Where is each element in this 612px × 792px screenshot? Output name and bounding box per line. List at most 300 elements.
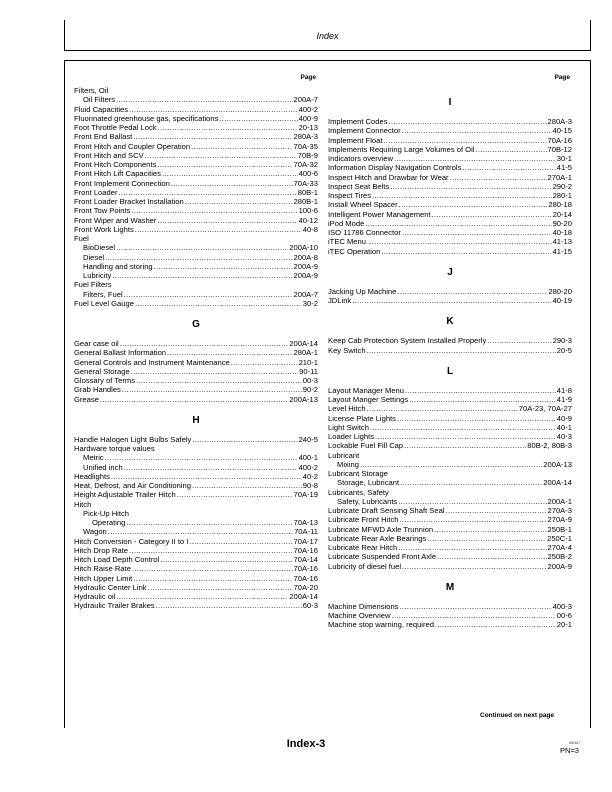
dot-leader: [154, 262, 293, 271]
index-entry: [328, 182, 572, 191]
index-entry: [74, 271, 318, 280]
index-entry: [74, 114, 318, 123]
index-entry-term: Keep Cab Protection System Installed Properly: [328, 336, 487, 346]
dot-leader: [156, 601, 302, 610]
index-entry-term: Lubricant Storage: [328, 469, 388, 478]
index-entry: [328, 336, 572, 345]
index-entry: [74, 243, 318, 252]
index-entry: [74, 546, 318, 555]
index-entry-term: Lubricate Suspended Front Axle: [328, 552, 437, 562]
index-entry-term: Wagon: [83, 527, 107, 537]
index-entry-page: 70A-33: [293, 178, 318, 188]
index-entry: [328, 219, 572, 228]
index-section-heading: G: [192, 319, 200, 330]
index-entry-term: Machine Dimensions: [328, 601, 399, 611]
index-entry-term: Lubricants, Safety: [328, 487, 389, 497]
dot-leader: [432, 210, 552, 219]
index-entry-term: Filters, Fuel: [83, 289, 123, 299]
dot-leader: [124, 290, 293, 299]
index-entry-term: Key Switch: [328, 345, 366, 355]
index-entry-page: 70A-13: [293, 518, 318, 527]
index-entry-page: 240-5: [298, 434, 318, 444]
index-entry-term: BioDiesel: [83, 243, 116, 253]
dot-leader: [409, 395, 556, 404]
index-entry-term: Level Hitch: [328, 404, 366, 414]
index-entry-term: Heat, Defrost, and Air Conditioning: [74, 481, 191, 490]
index-entry: [328, 228, 572, 237]
index-entry-page: 270A-3: [547, 506, 572, 515]
index-entry: [328, 506, 572, 515]
index-entry: [74, 105, 318, 114]
index-entry-page: 41-9: [556, 395, 572, 404]
index-entry-page: 70A-23, 70A-27: [518, 404, 572, 414]
index-entry-page: 280A-3: [547, 117, 572, 126]
index-entry-page: 250B-2: [547, 552, 572, 562]
index-entry-term: Front Wiper and Washer: [74, 215, 157, 225]
dot-leader: [132, 564, 293, 573]
index-entry: [328, 515, 572, 524]
index-entry: [74, 197, 318, 206]
index-entry-term: Filters, Oil: [74, 86, 109, 95]
index-entry-page: 280A-3: [293, 132, 318, 142]
page-column-label: Page: [300, 74, 316, 81]
index-entry: [74, 339, 318, 348]
index-entry-page: 20-1: [556, 620, 572, 630]
dot-leader: [402, 126, 552, 135]
index-entry: [74, 188, 318, 197]
index-entry-term: Front Hitch and Coupler Operation: [74, 141, 191, 151]
index-entry-page: 40-15: [552, 126, 572, 136]
dot-leader: [435, 620, 556, 629]
index-entry-term: Lubricate Draft Sensing Shaft Seal: [328, 506, 445, 515]
index-entry-page: 70A-35: [293, 141, 318, 151]
index-entry-page: 40-1: [556, 422, 572, 432]
index-entry-page: 290-3: [552, 336, 572, 346]
index-entry-page: 20-5: [556, 345, 572, 355]
index-entry: [74, 262, 318, 271]
index-entry-term: Handle Halogen Light Bulbs Safely: [74, 434, 192, 444]
index-entry-term: Front Hitch and SCV: [74, 150, 144, 160]
index-entry-page: 70A-14: [293, 555, 318, 564]
dot-leader: [118, 188, 296, 197]
index-entry: [328, 562, 572, 571]
index-entry: [328, 620, 572, 629]
dot-leader: [133, 574, 292, 583]
index-entry: [74, 142, 318, 151]
index-section-heading: J: [447, 266, 453, 278]
index-entry-page: 400-2: [298, 462, 318, 472]
index-entry: [74, 444, 318, 453]
index-entry-page: 40-19: [552, 296, 572, 305]
index-entry-page: 90-11: [299, 366, 318, 376]
index-entry-page: 80B-2, 80B-3: [527, 441, 572, 451]
index-entry-page: 40-8: [302, 224, 318, 234]
index-entry-term: Hitch Raise Rate: [74, 564, 131, 574]
index-entry: [328, 395, 572, 404]
index-entry-term: Oil Filters: [83, 95, 116, 105]
index-entry-term: Jacking Up Machine: [328, 286, 397, 296]
index-entry: [74, 225, 318, 234]
index-entry-term: Front Hitch Lift Capacities: [74, 169, 161, 179]
index-entry-page: 40-12: [298, 215, 318, 225]
header-title: Index: [316, 31, 339, 41]
index-entry-term: Front Implement Connection: [74, 178, 170, 188]
index-entry-page: 280-1: [552, 191, 572, 200]
index-entry-page: 70A-16: [293, 564, 318, 574]
dot-leader: [400, 478, 542, 487]
index-entry: [328, 386, 572, 395]
index-entry-term: Lubricate Rear Axle Bearings: [328, 533, 427, 543]
dot-leader: [437, 552, 546, 561]
index-entry-page: 200A-10: [289, 243, 318, 253]
index-entry-page: 20-14: [552, 209, 572, 219]
dot-leader: [129, 546, 292, 555]
dot-leader: [446, 506, 547, 515]
index-entry-term: General Controls and Instrument Maintenance: [74, 357, 230, 367]
index-entry-page: 70B-9: [297, 150, 318, 160]
index-entry: [328, 469, 572, 478]
dot-leader: [434, 525, 546, 534]
index-entry: [74, 253, 318, 262]
index-entry-term: Hitch Conversion - Category II to I: [74, 536, 189, 546]
index-entry-term: Hardware torque values: [74, 444, 155, 453]
index-entry-term: Machine stop warning, required: [328, 620, 434, 630]
index-entry: [328, 478, 572, 487]
dot-leader: [367, 237, 552, 246]
index-entry: [328, 552, 572, 561]
index-entry-page: 40-3: [556, 432, 572, 441]
continued-note: Continued on next page: [480, 712, 555, 719]
dot-leader: [157, 160, 292, 169]
index-entry-term: Implements Requiring Large Volumes of Oil: [328, 144, 475, 154]
index-entry-page: 70A-19: [293, 490, 318, 500]
dot-leader: [116, 592, 288, 601]
dot-leader: [135, 225, 302, 234]
dot-leader: [167, 348, 292, 357]
index-entry: [328, 296, 572, 305]
index-entry: [74, 376, 318, 385]
dot-leader: [397, 287, 547, 296]
index-entry-term: Light Switch: [328, 422, 369, 432]
index-entry-term: Hitch Load Depth Control: [74, 555, 160, 564]
index-entry-page: 00-6: [556, 611, 572, 620]
index-section-heading: M: [445, 581, 455, 593]
index-entry: [328, 441, 572, 450]
index-entry: [328, 451, 572, 460]
index-entry: [328, 534, 572, 543]
dot-leader: [398, 543, 546, 552]
index-entry: [328, 136, 572, 145]
index-entry-term: Front Tow Points: [74, 206, 131, 216]
dot-leader: [111, 472, 302, 481]
index-entry: [74, 367, 318, 376]
index-entry: [74, 564, 318, 573]
dot-leader: [122, 385, 302, 394]
dot-leader: [398, 497, 546, 506]
index-entry: [328, 525, 572, 534]
dot-leader: [462, 163, 555, 172]
index-entry-term: Height Adjustable Trailer Hitch: [74, 490, 176, 500]
index-entry-term: Inspect Hitch and Drawbar for Wear: [328, 172, 449, 182]
dot-leader: [131, 367, 298, 376]
index-entry-page: 200A-7: [293, 95, 318, 105]
index-entry-page: 400-9: [298, 113, 318, 123]
index-entry-term: iTEC Operation: [328, 246, 381, 256]
index-entry-term: Lubricity: [83, 271, 112, 280]
index-entry-page: 70A-16: [293, 573, 318, 583]
index-entry-term: Operating: [92, 518, 126, 527]
index-entry-page: 400-3: [552, 601, 572, 611]
index-entry-page: 41-13: [552, 237, 572, 247]
index-entry: [328, 404, 572, 413]
dot-leader: [157, 216, 297, 225]
index-section-heading: L: [446, 365, 454, 377]
index-entry-page: 200A-13: [543, 459, 572, 469]
index-entry-page: 200A-1: [547, 496, 572, 506]
index-entry-page: 40-18: [552, 228, 572, 237]
index-entry: [74, 500, 318, 509]
footer-code: 061617: [569, 741, 581, 745]
index-entry: [74, 509, 318, 518]
index-entry-term: Front Loader Bracket Installation: [74, 197, 184, 206]
index-entry: [328, 346, 572, 355]
dot-leader: [148, 583, 293, 592]
index-entry-page: 280A-1: [293, 348, 318, 358]
index-entry-term: Grease: [74, 394, 99, 404]
index-entry-term: Headlights: [74, 471, 110, 481]
index-entry-term: Gear case oil: [74, 339, 119, 348]
dot-leader: [475, 145, 546, 154]
dot-leader: [189, 537, 292, 546]
dot-leader: [131, 206, 297, 215]
dot-leader: [390, 182, 551, 191]
index-entry: [74, 592, 318, 601]
index-entry: [74, 348, 318, 357]
dot-leader: [120, 339, 289, 348]
index-entry-page: 280-18: [548, 200, 572, 210]
dot-leader: [450, 173, 547, 182]
index-entry-term: Handling and storing: [83, 261, 153, 271]
index-entry-page: 20-13: [298, 123, 318, 132]
index-entry-page: 90-8: [302, 481, 318, 490]
index-entry-term: Lubricate MFWD Axle Trunnion: [328, 524, 434, 534]
index-entry-page: 100-6: [298, 206, 318, 216]
index-entry-page: 200A-7: [293, 289, 318, 299]
index-entry: [74, 481, 318, 490]
index-entry-page: 200A-9: [547, 561, 572, 571]
index-entry: [74, 555, 318, 564]
dot-leader: [112, 271, 292, 280]
index-entry-term: Lubricity of diesel fuel: [328, 561, 402, 571]
dot-leader: [352, 296, 551, 305]
index-entry-page: 60-3: [302, 601, 318, 611]
dot-leader: [116, 243, 288, 252]
index-entry-term: Diesel: [83, 252, 105, 262]
index-entry-page: 200A-13: [289, 394, 318, 404]
index-entry-term: Layout Manger Settings: [328, 395, 409, 404]
dot-leader: [404, 441, 526, 450]
index-entry-page: 70A-20: [293, 582, 318, 592]
index-entry-term: General Ballast Information: [74, 348, 167, 358]
index-entry-term: Lockable Fuel Fill Cap: [328, 441, 404, 451]
dot-leader: [231, 358, 298, 367]
index-entry-page: 250C-1: [547, 533, 572, 543]
dot-leader: [427, 534, 546, 543]
dot-leader: [108, 527, 293, 536]
index-column-left: [74, 74, 318, 611]
index-entry-term: JDLink: [328, 296, 352, 305]
dot-leader: [391, 611, 555, 620]
index-entry-page: 200A-8: [293, 252, 318, 262]
index-entry: [74, 472, 318, 481]
index-entry-page: 70A-11: [294, 527, 318, 537]
index-entry-term: iTEC Menu: [328, 237, 366, 247]
index-entry: [74, 435, 318, 444]
index-entry-term: Implement Float: [328, 135, 383, 145]
index-entry: [328, 237, 572, 246]
index-entry-page: 200A-14: [289, 339, 318, 348]
dot-leader: [133, 132, 292, 141]
dot-leader: [365, 219, 551, 228]
index-entry: [74, 358, 318, 367]
footer-pn: PN=3: [560, 746, 579, 755]
index-entry-page: 70A-16: [547, 135, 572, 145]
page-column-label: Page: [554, 74, 570, 81]
index-entry: [74, 86, 318, 95]
index-entry-page: 00-3: [302, 376, 318, 385]
index-entry: [328, 126, 572, 135]
index-entry-term: Unified inch: [83, 462, 123, 472]
index-entry-term: Grab Handles: [74, 385, 121, 395]
dot-leader: [126, 518, 292, 527]
index-entry-term: Fluid Capacities: [74, 104, 129, 114]
dot-leader: [185, 197, 293, 206]
index-entry-page: 280B-1: [293, 197, 318, 206]
index-entry-term: General Storage: [74, 366, 130, 376]
dot-leader: [367, 346, 556, 355]
index-entry-term: Fuel: [74, 234, 89, 243]
index-entry: [328, 200, 572, 209]
index-entry-term: Mixing: [337, 459, 359, 469]
index-entry-term: Indicators overview: [328, 154, 393, 163]
dot-leader: [105, 253, 292, 262]
index-entry-term: Storage, Lubricant: [337, 478, 400, 488]
index-entry-term: iPod Mode: [328, 218, 365, 228]
index-entry: [74, 151, 318, 160]
index-entry: [74, 160, 318, 169]
index-entry-page: 290-2: [552, 181, 572, 191]
index-entry-term: Implement Codes: [328, 117, 388, 126]
index-entry-term: Lubricate Front Hitch: [328, 515, 399, 525]
index-entry-page: 80B-1: [297, 187, 318, 197]
index-entry-page: 250B-1: [547, 524, 572, 534]
index-entry-page: 40-2: [302, 471, 318, 481]
index-entry-term: Hydraulic oil: [74, 592, 116, 601]
index-entry: [74, 490, 318, 499]
index-entry-page: 270A-1: [547, 172, 572, 182]
dot-leader: [372, 191, 552, 200]
dot-leader: [158, 123, 298, 132]
index-entry: [74, 527, 318, 536]
index-entry: [74, 132, 318, 141]
dot-leader: [145, 151, 297, 160]
index-entry: [74, 574, 318, 583]
index-entry: [74, 299, 318, 308]
index-entry-page: 30-2: [302, 298, 318, 308]
index-entry: [74, 95, 318, 104]
index-entry-term: Hitch Drop Rate: [74, 545, 129, 555]
index-entry-term: ISO 11786 Connector: [328, 228, 401, 237]
index-entry: [328, 191, 572, 200]
index-entry-term: Inspect Tires: [328, 191, 372, 200]
index-entry-page: 70A-32: [293, 160, 318, 169]
dot-leader: [135, 299, 302, 308]
dot-leader: [394, 154, 556, 163]
dot-leader: [219, 114, 297, 123]
index-entry-term: Hitch: [74, 499, 92, 509]
dot-leader: [383, 136, 546, 145]
dot-leader: [192, 481, 302, 490]
index-entry-term: Lubricant: [328, 450, 360, 460]
index-entry-page: 30-1: [556, 154, 572, 163]
index-entry-term: Safety, Lubricants: [337, 496, 398, 506]
index-entry: [74, 463, 318, 472]
index-entry: [74, 169, 318, 178]
dot-leader: [192, 435, 297, 444]
index-entry-page: 270A-4: [547, 543, 572, 552]
index-entry: [74, 537, 318, 546]
index-entry-term: Hydraulic Center Link: [74, 582, 147, 592]
index-entry: [74, 206, 318, 215]
index-entry: [74, 216, 318, 225]
dot-leader: [360, 460, 542, 469]
index-entry-page: 70B-12: [547, 144, 572, 154]
index-entry: [74, 583, 318, 592]
index-entry: [328, 602, 572, 611]
dot-leader: [402, 562, 546, 571]
dot-leader: [116, 95, 292, 104]
index-entry-term: Loader Lights: [328, 432, 375, 441]
index-entry-page: 200A-9: [293, 271, 318, 280]
index-entry-page: 41-15: [552, 246, 572, 256]
dot-leader: [100, 395, 288, 404]
dot-leader: [399, 602, 551, 611]
index-entry-term: Information Display Navigation Controls: [328, 163, 462, 173]
index-entry-term: Hydraulic Trailer Brakes: [74, 601, 155, 611]
index-entry-term: Metric: [83, 453, 104, 463]
index-entry: [328, 432, 572, 441]
dot-leader: [136, 376, 302, 385]
index-entry: [74, 385, 318, 394]
index-entry: [328, 163, 572, 172]
index-entry: [328, 488, 572, 497]
index-entry-term: Fuel Filters: [74, 280, 112, 290]
index-entry-term: Glossary of Terms: [74, 376, 136, 385]
index-entry-term: Fluorinated greenhouse gas, specifications: [74, 113, 219, 123]
dot-leader: [129, 105, 298, 114]
index-entry-term: Front End Ballast: [74, 132, 133, 142]
index-entry-term: Pick-Up Hitch: [83, 508, 129, 518]
index-entry-page: 90-20: [552, 218, 572, 228]
dot-leader: [177, 490, 293, 499]
index-entry-term: Implement Connector: [328, 126, 401, 136]
dot-leader: [405, 386, 556, 395]
index-entry-page: 210-1: [298, 357, 318, 367]
index-column-right: [328, 74, 572, 630]
dot-leader: [160, 555, 292, 564]
index-entry-term: Front Loader: [74, 187, 118, 197]
index-entry-page: 70A-17: [293, 536, 318, 546]
